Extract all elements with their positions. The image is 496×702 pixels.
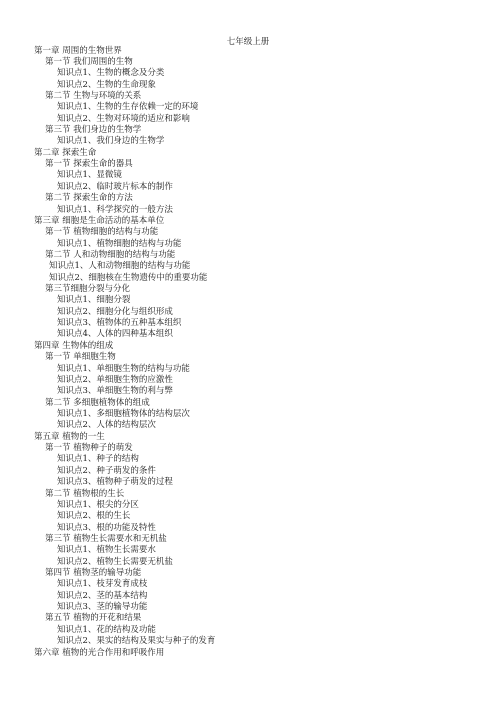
knowledge-point-item: 知识点2、单细胞生物的应激性 <box>57 374 173 385</box>
section-heading: 第五节 植物的开花和结果 <box>45 613 142 624</box>
section-heading: 第三节 我们身边的生物学 <box>45 125 142 136</box>
knowledge-point-item: 知识点2、根的生长 <box>57 511 131 522</box>
section-heading: 第三节细胞分裂与分化 <box>45 284 131 295</box>
knowledge-point-item: 知识点1、植物细胞的结构与功能 <box>57 238 182 249</box>
knowledge-point-item: 知识点2、植物生长需要无机盐 <box>57 556 173 567</box>
chapter-heading: 第三章 细胞是生命活动的基本单位 <box>34 215 165 226</box>
knowledge-point-item: 知识点1、枝芽发育成枝 <box>57 579 148 590</box>
knowledge-point-item: 知识点2、细胞核在生物遗传中的重要功能 <box>49 272 208 283</box>
knowledge-point-item: 知识点3、根的功能及特性 <box>57 522 156 533</box>
knowledge-point-item: 知识点2、细胞分化与组织形成 <box>57 306 173 317</box>
knowledge-point-item: 知识点1、根尖的分区 <box>57 499 139 510</box>
knowledge-point-item: 知识点1、显微镜 <box>57 170 122 181</box>
knowledge-point-item: 知识点2、茎的基本结构 <box>57 590 148 601</box>
section-heading: 第一节 植物种子的萌发 <box>45 443 133 454</box>
chapter-heading: 第一章 周围的生物世界 <box>34 45 122 56</box>
knowledge-point-item: 知识点2、临时玻片标本的制作 <box>57 181 173 192</box>
page-title: 七年级上册 <box>226 37 270 47</box>
knowledge-point-item: 知识点1、细胞分裂 <box>57 295 131 306</box>
section-heading: 第一节 单细胞生物 <box>45 352 116 363</box>
knowledge-point-item: 知识点1、科学探究的一般方法 <box>57 204 173 215</box>
knowledge-point-item: 知识点2、生物的生命现象 <box>57 79 156 90</box>
section-heading: 第一节 我们周围的生物 <box>45 56 133 67</box>
chapter-heading: 第二章 探索生命 <box>34 147 97 158</box>
knowledge-point-item: 知识点3、单细胞生物的利与弊 <box>57 386 173 397</box>
section-heading: 第一节 植物细胞的结构与功能 <box>45 227 159 238</box>
chapter-heading: 第四章 生物体的组成 <box>34 340 114 351</box>
knowledge-point-item: 知识点1、植物生长需要水 <box>57 545 156 556</box>
knowledge-point-item: 知识点1、生物的概念及分类 <box>57 68 165 79</box>
knowledge-point-item: 知识点1、多细胞植物体的结构层次 <box>57 409 190 419</box>
table-of-contents <box>0 46 496 659</box>
knowledge-point-item: 知识点2、人体的结构层次 <box>57 420 156 431</box>
knowledge-point-item: 知识点2、种子萌发的条件 <box>57 465 156 476</box>
knowledge-point-item: 知识点3、茎的输导功能 <box>57 602 148 613</box>
section-heading: 第二节 生物与环境的关系 <box>45 90 142 101</box>
knowledge-point-item: 知识点1、生物的生存依赖一定的环境 <box>57 102 199 113</box>
section-heading: 第二节 植物根的生长 <box>45 488 125 499</box>
knowledge-point-item: 知识点3、植物体的五种基本组织 <box>57 318 182 329</box>
section-heading: 第二节 人和动物细胞的结构与功能 <box>45 249 176 260</box>
knowledge-point-item: 知识点2、生物对环境的适应和影响 <box>57 113 190 124</box>
chapter-heading: 第六章 植物的光合作用和呼吸作用 <box>34 647 165 658</box>
chapter-heading: 第五章 植物的一生 <box>34 431 105 442</box>
knowledge-point-item: 知识点2、果实的结构及果实与种子的发育 <box>57 636 216 647</box>
knowledge-point-item: 知识点1、花的结构及功能 <box>57 624 156 635</box>
knowledge-point-item: 知识点1、我们身边的生物学 <box>57 136 165 147</box>
section-heading: 第二节 探索生命的方法 <box>45 193 133 204</box>
section-heading: 第二节 多细胞植物体的组成 <box>45 397 150 408</box>
knowledge-point-item: 知识点1、单细胞生物的结构与功能 <box>57 363 190 374</box>
knowledge-point-item: 知识点4、人体的四种基本组织 <box>57 329 173 340</box>
knowledge-point-item: 知识点3、植物种子萌发的过程 <box>57 477 173 488</box>
section-heading: 第三节 植物生长需要水和无机盐 <box>45 533 167 544</box>
knowledge-point-item: 知识点1、人和动物细胞的结构与功能 <box>49 261 191 272</box>
section-heading: 第一节 探索生命的器具 <box>45 159 133 170</box>
knowledge-point-item: 知识点1、种子的结构 <box>57 454 139 465</box>
section-heading: 第四节 植物茎的输导功能 <box>45 568 142 579</box>
